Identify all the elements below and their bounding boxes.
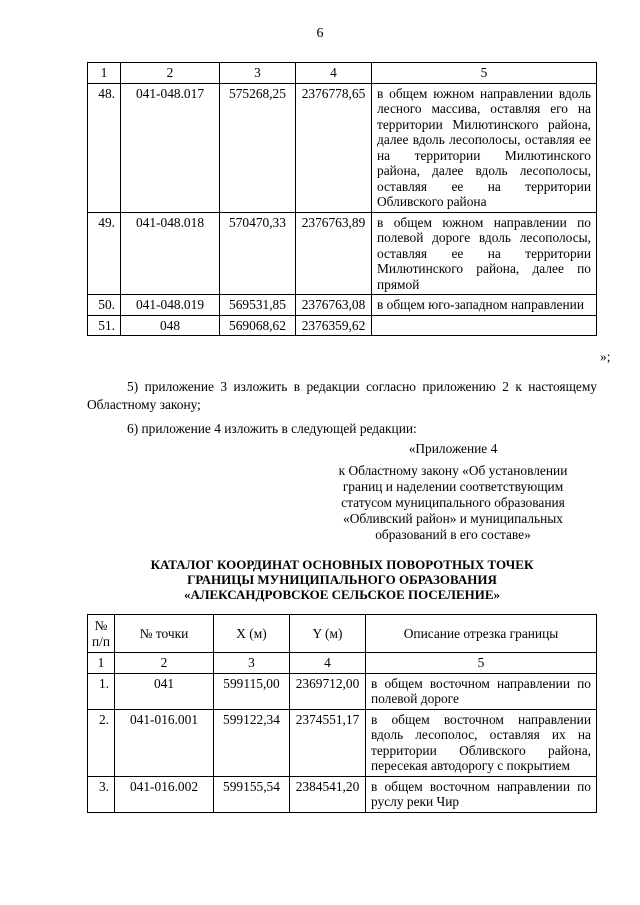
row-number: 50. — [88, 295, 121, 316]
catalog-title-line: «АЛЕКСАНДРОВСКОЕ СЕЛЬСКОЕ ПОСЕЛЕНИЕ» — [183, 587, 501, 602]
table-row — [88, 776, 597, 812]
header-cell-x: X (м) — [214, 615, 290, 653]
point-id: 041-016.002 — [115, 776, 214, 812]
header-cell: 3 — [220, 63, 296, 84]
point-id: 041-016.001 — [115, 709, 214, 776]
table-index-row — [88, 653, 597, 674]
header-cell: 2 — [121, 63, 220, 84]
header-number-line: п/п — [91, 633, 111, 649]
coord-x: 569531,85 — [220, 295, 296, 316]
row-number: 51. — [88, 315, 121, 336]
coord-y: 2384541,20 — [290, 776, 366, 812]
point-id: 041-048.018 — [121, 212, 220, 295]
catalog-title-line: ГРАНИЦЫ МУНИЦИПАЛЬНОГО ОБРАЗОВАНИЯ — [187, 572, 497, 587]
coord-x: 599155,54 — [214, 776, 290, 812]
row-number: 2. — [88, 709, 115, 776]
index-cell: 5 — [366, 653, 597, 674]
table-row — [88, 709, 597, 776]
point-id: 041-048.017 — [121, 83, 220, 212]
header-number-line: № — [94, 618, 108, 633]
table-row — [88, 315, 597, 336]
point-id: 041 — [115, 673, 214, 709]
appendix-caption-line: «Обливский район» и муниципальных — [343, 511, 563, 526]
segment-description: в общем восточном направлении вдоль лесополос, оставляя их на территории Обливского района, пересекая автодорогу с покрытием — [366, 709, 597, 776]
appendix-caption-line: образований в его составе» — [375, 527, 531, 542]
table-row — [88, 212, 597, 295]
point-id: 048 — [121, 315, 220, 336]
segment-description — [372, 315, 597, 336]
header-cell-y: Y (м) — [290, 615, 366, 653]
index-cell: 2 — [115, 653, 214, 674]
table-row — [88, 673, 597, 709]
header-cell: 4 — [296, 63, 372, 84]
row-number: 49. — [88, 212, 121, 295]
segment-description: в общем восточном направлении по руслу реки Чир — [366, 776, 597, 812]
coord-x: 575268,25 — [220, 83, 296, 212]
index-cell: 4 — [290, 653, 366, 674]
row-number: 48. — [88, 83, 121, 212]
header-cell-description: Описание отрезка границы — [366, 615, 597, 653]
coord-y: 2376778,65 — [296, 83, 372, 212]
appendix-caption-line: статусом муниципального образования — [341, 495, 565, 510]
coord-y: 2376763,89 — [296, 212, 372, 295]
appendix-caption-line: к Областному закону «Об установлении — [338, 463, 568, 478]
segment-description: в общем юго-западном направлении — [372, 295, 597, 316]
boundary-table-continued — [87, 62, 597, 336]
segment-description: в общем восточном направлении по полевой дороге — [366, 673, 597, 709]
index-cell: 3 — [214, 653, 290, 674]
table-row — [88, 295, 597, 316]
row-number: 1. — [88, 673, 115, 709]
paragraph-item-6: 6) приложение 4 изложить в следующей редакции: — [127, 421, 417, 436]
page-number: 6 — [316, 26, 324, 41]
appendix-title: «Приложение 4 — [408, 441, 498, 456]
coord-y: 2369712,00 — [290, 673, 366, 709]
row-number: 3. — [88, 776, 115, 812]
coord-x: 599122,34 — [214, 709, 290, 776]
table-header-row — [88, 615, 597, 653]
coord-x: 570470,33 — [220, 212, 296, 295]
segment-description: в общем южном направлении по полевой дороге вдоль лесополосы, оставляя ее на территории Милютинского района, далее по прямой — [372, 212, 597, 295]
closing-quote-mark: »; — [600, 349, 611, 364]
coordinates-catalog-table — [87, 614, 597, 813]
header-cell-number — [88, 615, 115, 653]
header-cell-point: № точки — [115, 615, 214, 653]
coord-y: 2376359,62 — [296, 315, 372, 336]
catalog-title-line: КАТАЛОГ КООРДИНАТ ОСНОВНЫХ ПОВОРОТНЫХ ТОЧЕК — [150, 557, 534, 572]
coord-x: 599115,00 — [214, 673, 290, 709]
appendix-caption-line: границ и наделении соответствующим — [342, 479, 564, 494]
segment-description: в общем южном направлении вдоль лесного массива, оставляя его на территории Милютинского района, далее вдоль лесополосы, оставляя ее на территории Милютинского района, далее вдоль лесополосы, оставляя ее на территории Обливского района — [372, 83, 597, 212]
header-cell: 1 — [88, 63, 121, 84]
coord-y: 2376763,08 — [296, 295, 372, 316]
index-cell: 1 — [88, 653, 115, 674]
point-id: 041-048.019 — [121, 295, 220, 316]
coord-x: 569068,62 — [220, 315, 296, 336]
paragraph-item-5: 5) приложение 3 изложить в редакции согласно приложению 2 к настоящему Областному закону; — [87, 379, 597, 412]
table-row — [88, 83, 597, 212]
coord-y: 2374551,17 — [290, 709, 366, 776]
header-cell: 5 — [372, 63, 597, 84]
table-header-row — [88, 63, 597, 84]
